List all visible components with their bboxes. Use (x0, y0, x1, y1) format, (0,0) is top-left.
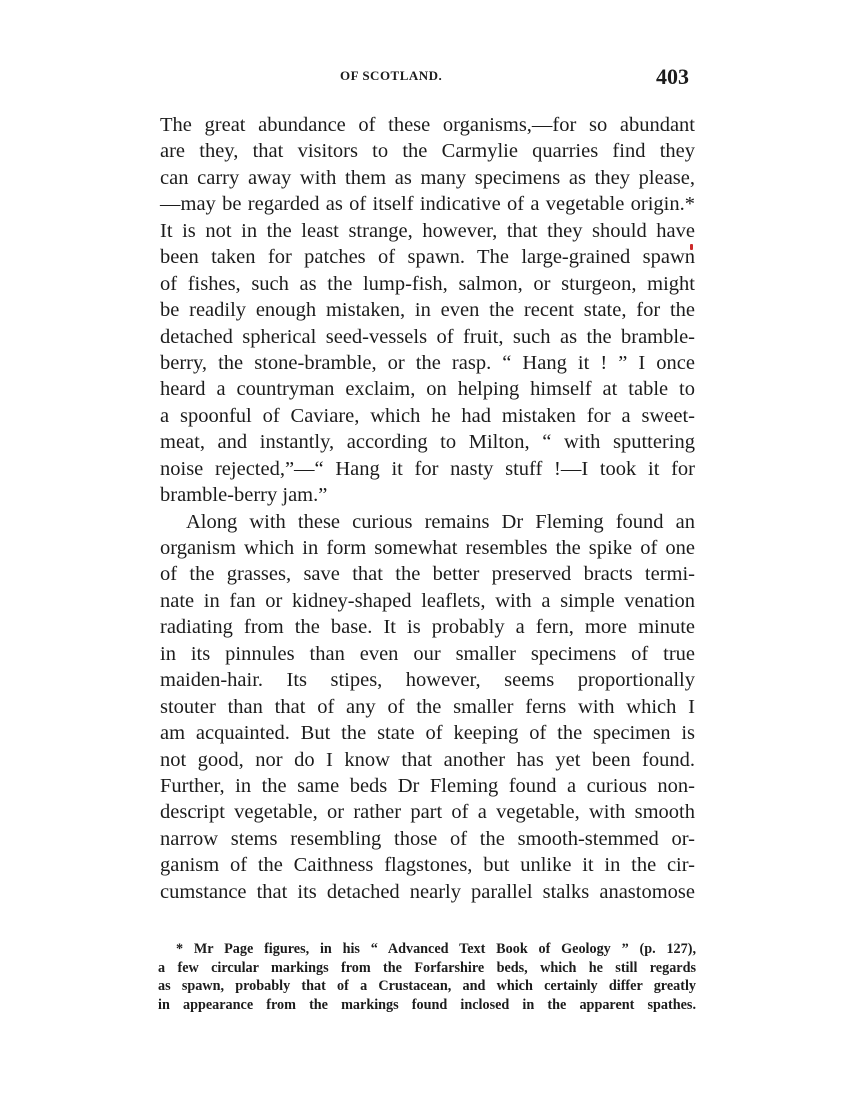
footnote (158, 940, 696, 1014)
text-line: descript vegetable, or rather part of a vegetable, with smooth (160, 801, 695, 824)
text-line: maiden-hair. Its stipes, however, seems proportionally (160, 669, 695, 692)
text-line: berry, the stone-bramble, or the rasp. “ Hang it ! ” I once (160, 351, 695, 374)
text-line: are they, that visitors to the Carmylie quarries find they (160, 140, 695, 163)
text-line: radiating from the base. It is probably a fern, more minute (160, 616, 695, 639)
text-line: noise rejected,”—“ Hang it for nasty stuff !—I took it for (160, 457, 695, 480)
footnote-line: a few circular markings from the Forfarshire beds, which he still regards (158, 959, 696, 976)
text-line: in its pinnules than even our smaller specimens of true (160, 642, 695, 665)
text-line: bramble-berry jam.” (160, 484, 328, 507)
text-line: —may be regarded as of itself indicative of a vegetable origin.* (160, 193, 695, 216)
text-line: can carry away with them as many specimens as they please, (160, 166, 695, 189)
page-number: 403 (656, 64, 689, 89)
text-line: Further, in the same beds Dr Fleming found a curious non- (160, 774, 695, 797)
text-line: ganism of the Caithness flagstones, but unlike it in the cir- (160, 854, 695, 877)
text-line: The great abundance of these organisms,—for so abundant (160, 114, 695, 136)
footnote-line: in appearance from the markings found inclosed in the apparent spathes. (158, 996, 696, 1013)
text-line: been taken for patches of spawn. The large-grained spawn (160, 246, 695, 269)
text-line: meat, and instantly, according to Milton, “ with sputtering (160, 431, 695, 454)
text-line: cumstance that its detached nearly parallel stalks anastomose (160, 880, 695, 903)
text-line: am acquainted. But the state of keeping of the specimen is (160, 722, 695, 745)
text-line: nate in fan or kidney-shaped leaflets, with a simple venation (160, 589, 695, 612)
text-line: organism which in form somewhat resembles the spike of one (160, 537, 695, 559)
text-line: heard a countryman exclaim, on helping himself at table to (160, 378, 695, 401)
footnote-line: as spawn, probably that of a Crustacean, and which certainly differ greatly (158, 978, 696, 995)
text-line: Along with these curious remains Dr Fleming found an (186, 510, 695, 533)
text-line: of fishes, such as the lump-fish, salmon, or sturgeon, might (160, 272, 695, 295)
text-line: detached spherical seed-vessels of fruit, such as the bramble- (160, 325, 695, 348)
text-line: a spoonful of Caviare, which he had mistaken for a sweet- (160, 404, 695, 427)
running-head-title: OF SCOTLAND. (340, 68, 443, 83)
footnote-line: * Mr Page figures, in his “ Advanced Text Book of Geology ” (p. 127), (176, 941, 696, 957)
text-line: narrow stems resembling those of the smooth-stemmed or- (160, 827, 695, 850)
text-line: of the grasses, save that the better preserved bracts termi- (160, 563, 695, 586)
text-line: It is not in the least strange, however, that they should have (160, 219, 695, 242)
body-text (160, 112, 695, 905)
text-line: stouter than that of any of the smaller ferns with which I (160, 695, 695, 718)
text-line: not good, nor do I know that another has yet been found. (160, 748, 695, 771)
text-line: be readily enough mistaken, in even the recent state, for the (160, 299, 695, 322)
